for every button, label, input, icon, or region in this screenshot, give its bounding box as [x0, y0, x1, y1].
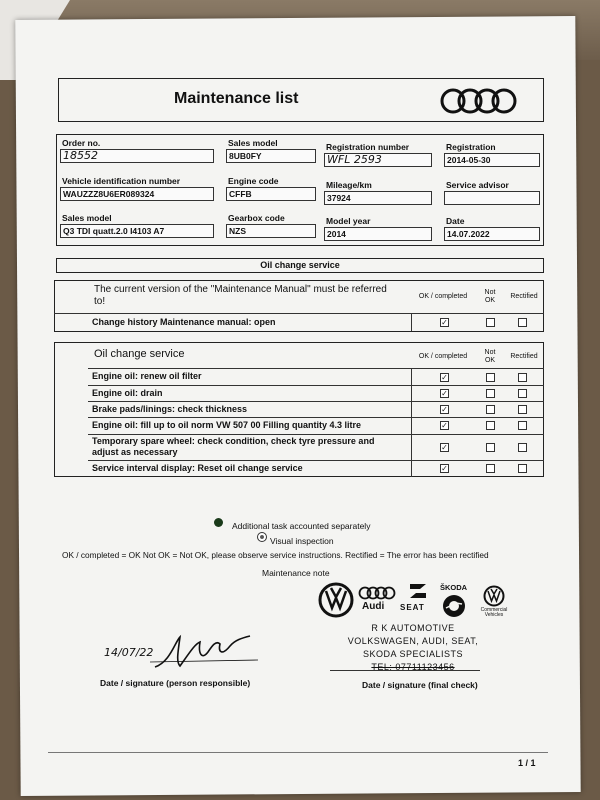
hollow-dot-icon	[257, 532, 267, 542]
manual-ok-checkbox[interactable]: ✓	[441, 318, 448, 327]
model-year-field: 2014	[324, 227, 432, 241]
skoda-logo	[442, 594, 466, 618]
sales-model-code-label: Sales model	[228, 138, 278, 148]
oil-section-title: Oil change service	[260, 260, 340, 270]
audi-logo	[358, 586, 396, 600]
item2-rectified-checkbox[interactable]	[518, 389, 527, 398]
registration-field: 2014-05-30	[444, 153, 540, 167]
handwritten-date: 14/07/22	[104, 646, 154, 659]
item4-ok-checkbox[interactable]: ✓	[441, 421, 448, 430]
col-divider	[411, 313, 412, 331]
audi-wordmark: Audi	[362, 601, 385, 612]
seat-wordmark: SEAT	[400, 603, 425, 612]
page-title: Maintenance list	[174, 90, 299, 107]
sales-model-label: Sales model	[62, 213, 112, 223]
registration-label: Registration	[446, 142, 496, 152]
col-rectified-header-2: Rectified	[510, 353, 538, 360]
item2-ok-checkbox[interactable]: ✓	[441, 389, 448, 398]
item5-notok-checkbox[interactable]	[486, 443, 495, 452]
mileage-label: Mileage/km	[326, 180, 372, 190]
filled-dot-icon	[214, 518, 223, 527]
table-row	[88, 417, 544, 418]
service-advisor-label: Service advisor	[446, 180, 509, 190]
mileage-field: 37924	[324, 191, 432, 205]
service-block-title: Oil change service	[94, 348, 185, 360]
date-label: Date	[446, 216, 465, 226]
order-no-label: Order no.	[62, 138, 101, 148]
manual-rectified-checkbox[interactable]	[518, 318, 527, 327]
gearbox-code-field: NZS	[226, 224, 316, 238]
dealer-stamp	[318, 622, 508, 674]
item3-ok-checkbox[interactable]: ✓	[441, 405, 448, 414]
manual-notok-checkbox[interactable]	[486, 318, 495, 327]
service-item-1: Engine oil: renew oil filter	[92, 371, 202, 381]
service-advisor-field	[444, 191, 540, 205]
item6-ok-checkbox[interactable]: ✓	[441, 464, 448, 473]
item1-notok-checkbox[interactable]	[486, 373, 495, 382]
col-notok-header-1: Not	[484, 289, 496, 296]
item1-ok-checkbox[interactable]: ✓	[441, 373, 448, 382]
item5-rectified-checkbox[interactable]	[518, 443, 527, 452]
maintenance-note-label: Maintenance note	[262, 568, 330, 578]
order-no-field: 18552	[60, 149, 214, 163]
item4-notok-checkbox[interactable]	[486, 421, 495, 430]
table-row	[88, 368, 544, 369]
item3-notok-checkbox[interactable]	[486, 405, 495, 414]
item1-rectified-checkbox[interactable]	[518, 373, 527, 382]
col-notok-header-2a: Not	[484, 349, 496, 356]
engine-code-field: CFFB	[226, 187, 316, 201]
signature-person-label: Date / signature (person responsible)	[100, 678, 251, 688]
date-field: 14.07.2022	[444, 227, 540, 241]
registration-number-label: Registration number	[326, 142, 410, 152]
registration-number-field: WFL 2593	[324, 153, 432, 167]
stamp-line-4: TEL: 07711123456	[371, 662, 455, 672]
legend-visual: Visual inspection	[270, 536, 334, 546]
legend-additional: Additional task accounted separately	[232, 521, 371, 531]
item6-rectified-checkbox[interactable]	[518, 464, 527, 473]
vw-commercial-logo	[483, 585, 505, 607]
service-item-5: Temporary spare wheel: check condition, check tyre pressure and adjust as necessary	[92, 436, 375, 457]
service-item-4: Engine oil: fill up to oil norm VW 507 00 Filling quantity 4.3 litre	[92, 420, 362, 430]
model-year-label: Model year	[326, 216, 371, 226]
table-row	[88, 385, 544, 386]
manual-notice: The current version of the "Maintenance Manual" must be referred to!	[94, 284, 387, 307]
service-item-6: Service interval display: Reset oil change service	[92, 463, 303, 473]
table-row	[88, 401, 544, 402]
footer-divider	[48, 752, 548, 753]
seat-logo	[407, 582, 429, 600]
vw-commercial-wordmark: Commercial Vehicles	[480, 607, 508, 618]
skoda-wordmark: ŠKODA	[440, 583, 468, 592]
sales-model-code-field: 8UB0FY	[226, 149, 316, 163]
service-item-2: Engine oil: drain	[92, 388, 163, 398]
service-item-3: Brake pads/linings: check thickness	[92, 404, 248, 414]
item6-notok-checkbox[interactable]	[486, 464, 495, 473]
table-row	[88, 460, 544, 461]
item3-rectified-checkbox[interactable]	[518, 405, 527, 414]
item2-notok-checkbox[interactable]	[486, 389, 495, 398]
col-notok-header-2b: OK	[484, 357, 496, 364]
col-notok-header-2: OK	[484, 297, 496, 304]
stamp-line-3: SKODA SPECIALISTS	[362, 649, 464, 659]
sales-model-field: Q3 TDI quatt.2.0 I4103 A7	[60, 224, 214, 238]
engine-code-label: Engine code	[228, 176, 279, 186]
item5-ok-checkbox[interactable]: ✓	[441, 443, 448, 452]
table-row	[88, 434, 544, 435]
signature-final-label: Date / signature (final check)	[362, 680, 478, 690]
vin-label: Vehicle identification number	[62, 176, 181, 186]
legend-explanation: OK / completed = OK Not OK = Not OK, please observe service instructions. Rectified = The error has been rectified	[62, 550, 489, 560]
manual-item-label: Change history Maintenance manual: open	[92, 317, 276, 327]
page-number: 1 / 1	[518, 758, 536, 768]
final-check-line	[330, 670, 480, 671]
col-ok-header-2: OK / completed	[418, 353, 468, 360]
stamp-line-1: R K AUTOMOTIVE	[371, 623, 455, 633]
col-rectified-header: Rectified	[510, 293, 538, 300]
item4-rectified-checkbox[interactable]	[518, 421, 527, 430]
vw-logo	[318, 582, 354, 618]
col-ok-header: OK / completed	[418, 293, 468, 300]
signature-scribble	[150, 632, 260, 672]
audi-rings-logo	[438, 86, 522, 116]
gearbox-code-label: Gearbox code	[228, 213, 285, 223]
vin-field: WAUZZZ8U6ER089324	[60, 187, 214, 201]
stamp-line-2: VOLKSWAGEN, AUDI, SEAT,	[347, 636, 479, 646]
